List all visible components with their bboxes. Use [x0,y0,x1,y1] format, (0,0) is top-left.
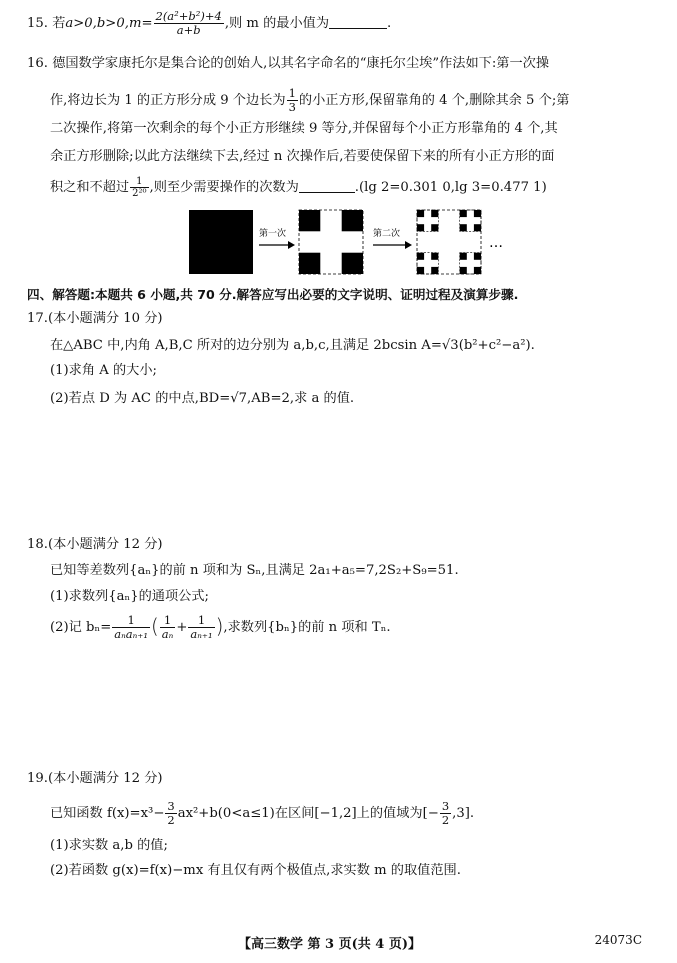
arrow-step-2 [373,227,412,249]
cantor-dust-figure [187,205,527,280]
q19-frac-2-num: 3 [441,799,450,813]
q19-score: (本小题满分 12 分) [47,771,163,786]
q19-stem [50,800,474,827]
q16-text-line-2a: 作,将边长为 1 的正方形分成 9 个边长为 [50,93,286,108]
q18-frac-1-den: aₙaₙ₊₁ [114,627,148,641]
q18-part-1: (1)求数列{aₙ}的通项公式; [50,589,209,604]
q15-number: 15. [27,16,48,31]
q15-end: . [387,16,392,31]
q18-frac-1-num: 1 [112,614,150,628]
ellipsis: … [489,235,503,251]
q17-stem [50,337,535,355]
q19-stem-a: 已知函数 f(x)=x³− [50,806,165,821]
q16-text-line-5b: ,则至少需要操作的次数为 [149,180,299,195]
q18-number: 18. [27,537,48,552]
q19-header [27,770,163,788]
arrow-step-1-label: 第一次 [259,229,287,239]
q15-question: ,则 m 的最小值为 [224,16,330,31]
q16-fraction-denominator: 3 [288,100,296,114]
q16-fraction-one-third [287,87,298,114]
q19-frac-1 [165,800,176,827]
q15-fraction-denominator: a+b [176,23,201,37]
q18-frac-3-den: aₙ₊₁ [190,627,213,641]
q17-part-2: (2)若点 D 为 AC 的中点,BD=√7,AB=2,求 a 的值. [50,391,355,406]
arrow-step-2-label: 第二次 [373,229,401,239]
page-footer: 【高三数学 第 3 页(共 4 页)】 [238,937,422,952]
q16-area-numerator: 1 [130,176,148,188]
arrow-step-1 [259,227,295,249]
exam-code: 24073C [594,933,642,947]
step-1-squares [299,210,363,274]
initial-square [189,210,253,274]
q17-number: 17. [27,311,48,326]
q16-text-line-4: 余正方形删除;以此方法继续下去,经过 n 次操作后,若要使保留下来的所有小正方形的面 [50,149,555,164]
step-2-squares [417,210,481,274]
q19-part-2: (2)若函数 g(x)=f(x)−mx 有且仅有两个极值点,求实数 m 的取值范围. [50,863,461,878]
q18-part-2-tail: ,求数列{bₙ}的前 n 项和 Tₙ. [223,620,391,635]
q19-frac-2 [440,800,451,827]
q19-frac-1-den: 2 [167,813,175,827]
q18-part-2: (2)记 bₙ= $\frac{1}{\text{aₙaₙ₊₁}}$ ( $\frac{1}{\text{aₙ}}$ + $\frac{1}{\text{aₙ₊₁}}$ ),求数列{bₙ}的前 n 项和 Tₙ. [50,613,391,641]
q15-fraction [154,10,224,37]
q15-lead: 若 [52,16,66,31]
q18-stem: 已知等差数列{aₙ}的前 n 项和为 Sₙ,且满足 2a₁+a₅=7,2S₂+S₉=51. [50,563,459,578]
question-16-line-1 [27,55,549,73]
q16-area-denominator: 2²⁰ [132,188,147,199]
q18-frac-3-num: 1 [188,614,214,628]
q16-fraction-area [130,176,148,199]
q18-frac-2-den: aₙ [161,627,174,641]
q19-part-1: (1)求实数 a,b 的值; [50,838,168,853]
q17-stem-b: (b²+c²−a²). [458,338,535,353]
q17-header [27,310,163,328]
q18-frac-1 [112,614,150,641]
question-16-line-3 [50,120,558,138]
section-4-heading: 四、解答题:本题共 6 小题,共 70 分.解答应写出必要的文字说明、证明过程及演算步骤. [27,287,519,302]
q15-fraction-numerator: 2(a²+b²)+4 [155,9,222,23]
q19-stem-b: ax²+b(0<a≤1)在区间[−1,2]上的值域为[− [177,806,439,821]
q16-text-line-1: 德国数学家康托尔是集合论的创始人,以其名字命名的“康托尔尘埃”作法如下:第一次操 [52,56,550,71]
q17-sqrt3: √3 [441,338,459,353]
q16-text-line-5c: .(lg 2=0.301 0,lg 3=0.477 1) [354,180,547,195]
q16-answer-blank[interactable] [299,180,355,193]
q18-part-2-lead: (2)记 bₙ= [50,620,112,635]
cantor-dust-svg [187,205,527,280]
q15-condition: a>0,b>0,m= [65,16,153,31]
q19-stem-c: ,3]. [452,806,475,821]
q18-header [27,536,163,554]
q19-frac-2-den: 2 [441,813,450,827]
q16-text-line-2b: 的小正方形,保留靠角的 4 个,删除其余 5 个;第 [298,93,570,108]
q16-fraction-numerator: 1 [288,86,296,100]
question-16-line-5 [50,176,547,199]
q18-score: (本小题满分 12 分) [47,537,163,552]
q18-frac-3 [188,614,214,641]
q19-number: 19. [27,771,48,786]
q16-number: 16. [27,56,48,71]
q16-text-line-5a: 积之和不超过 [50,180,130,195]
q17-part-1: (1)求角 A 的大小; [50,363,157,378]
q18-frac-2 [160,614,176,641]
q17-score: (本小题满分 10 分) [47,311,163,326]
q17-stem-a: 在△ABC 中,内角 A,B,C 所对的边分别为 a,b,c,且满足 2bcsin A= [50,338,442,353]
q18-frac-2-num: 1 [160,614,176,628]
question-16-line-2 [50,87,569,114]
question-15 [27,10,391,37]
q19-frac-1-num: 3 [167,799,175,813]
q15-answer-blank[interactable] [329,16,387,29]
q18-plus: + [176,620,188,635]
q16-text-line-3: 二次操作,将第一次剩余的每个小正方形继续 9 等分,并保留每个小正方形靠角的 4 个,其 [50,121,558,136]
question-16-line-4 [50,148,554,166]
